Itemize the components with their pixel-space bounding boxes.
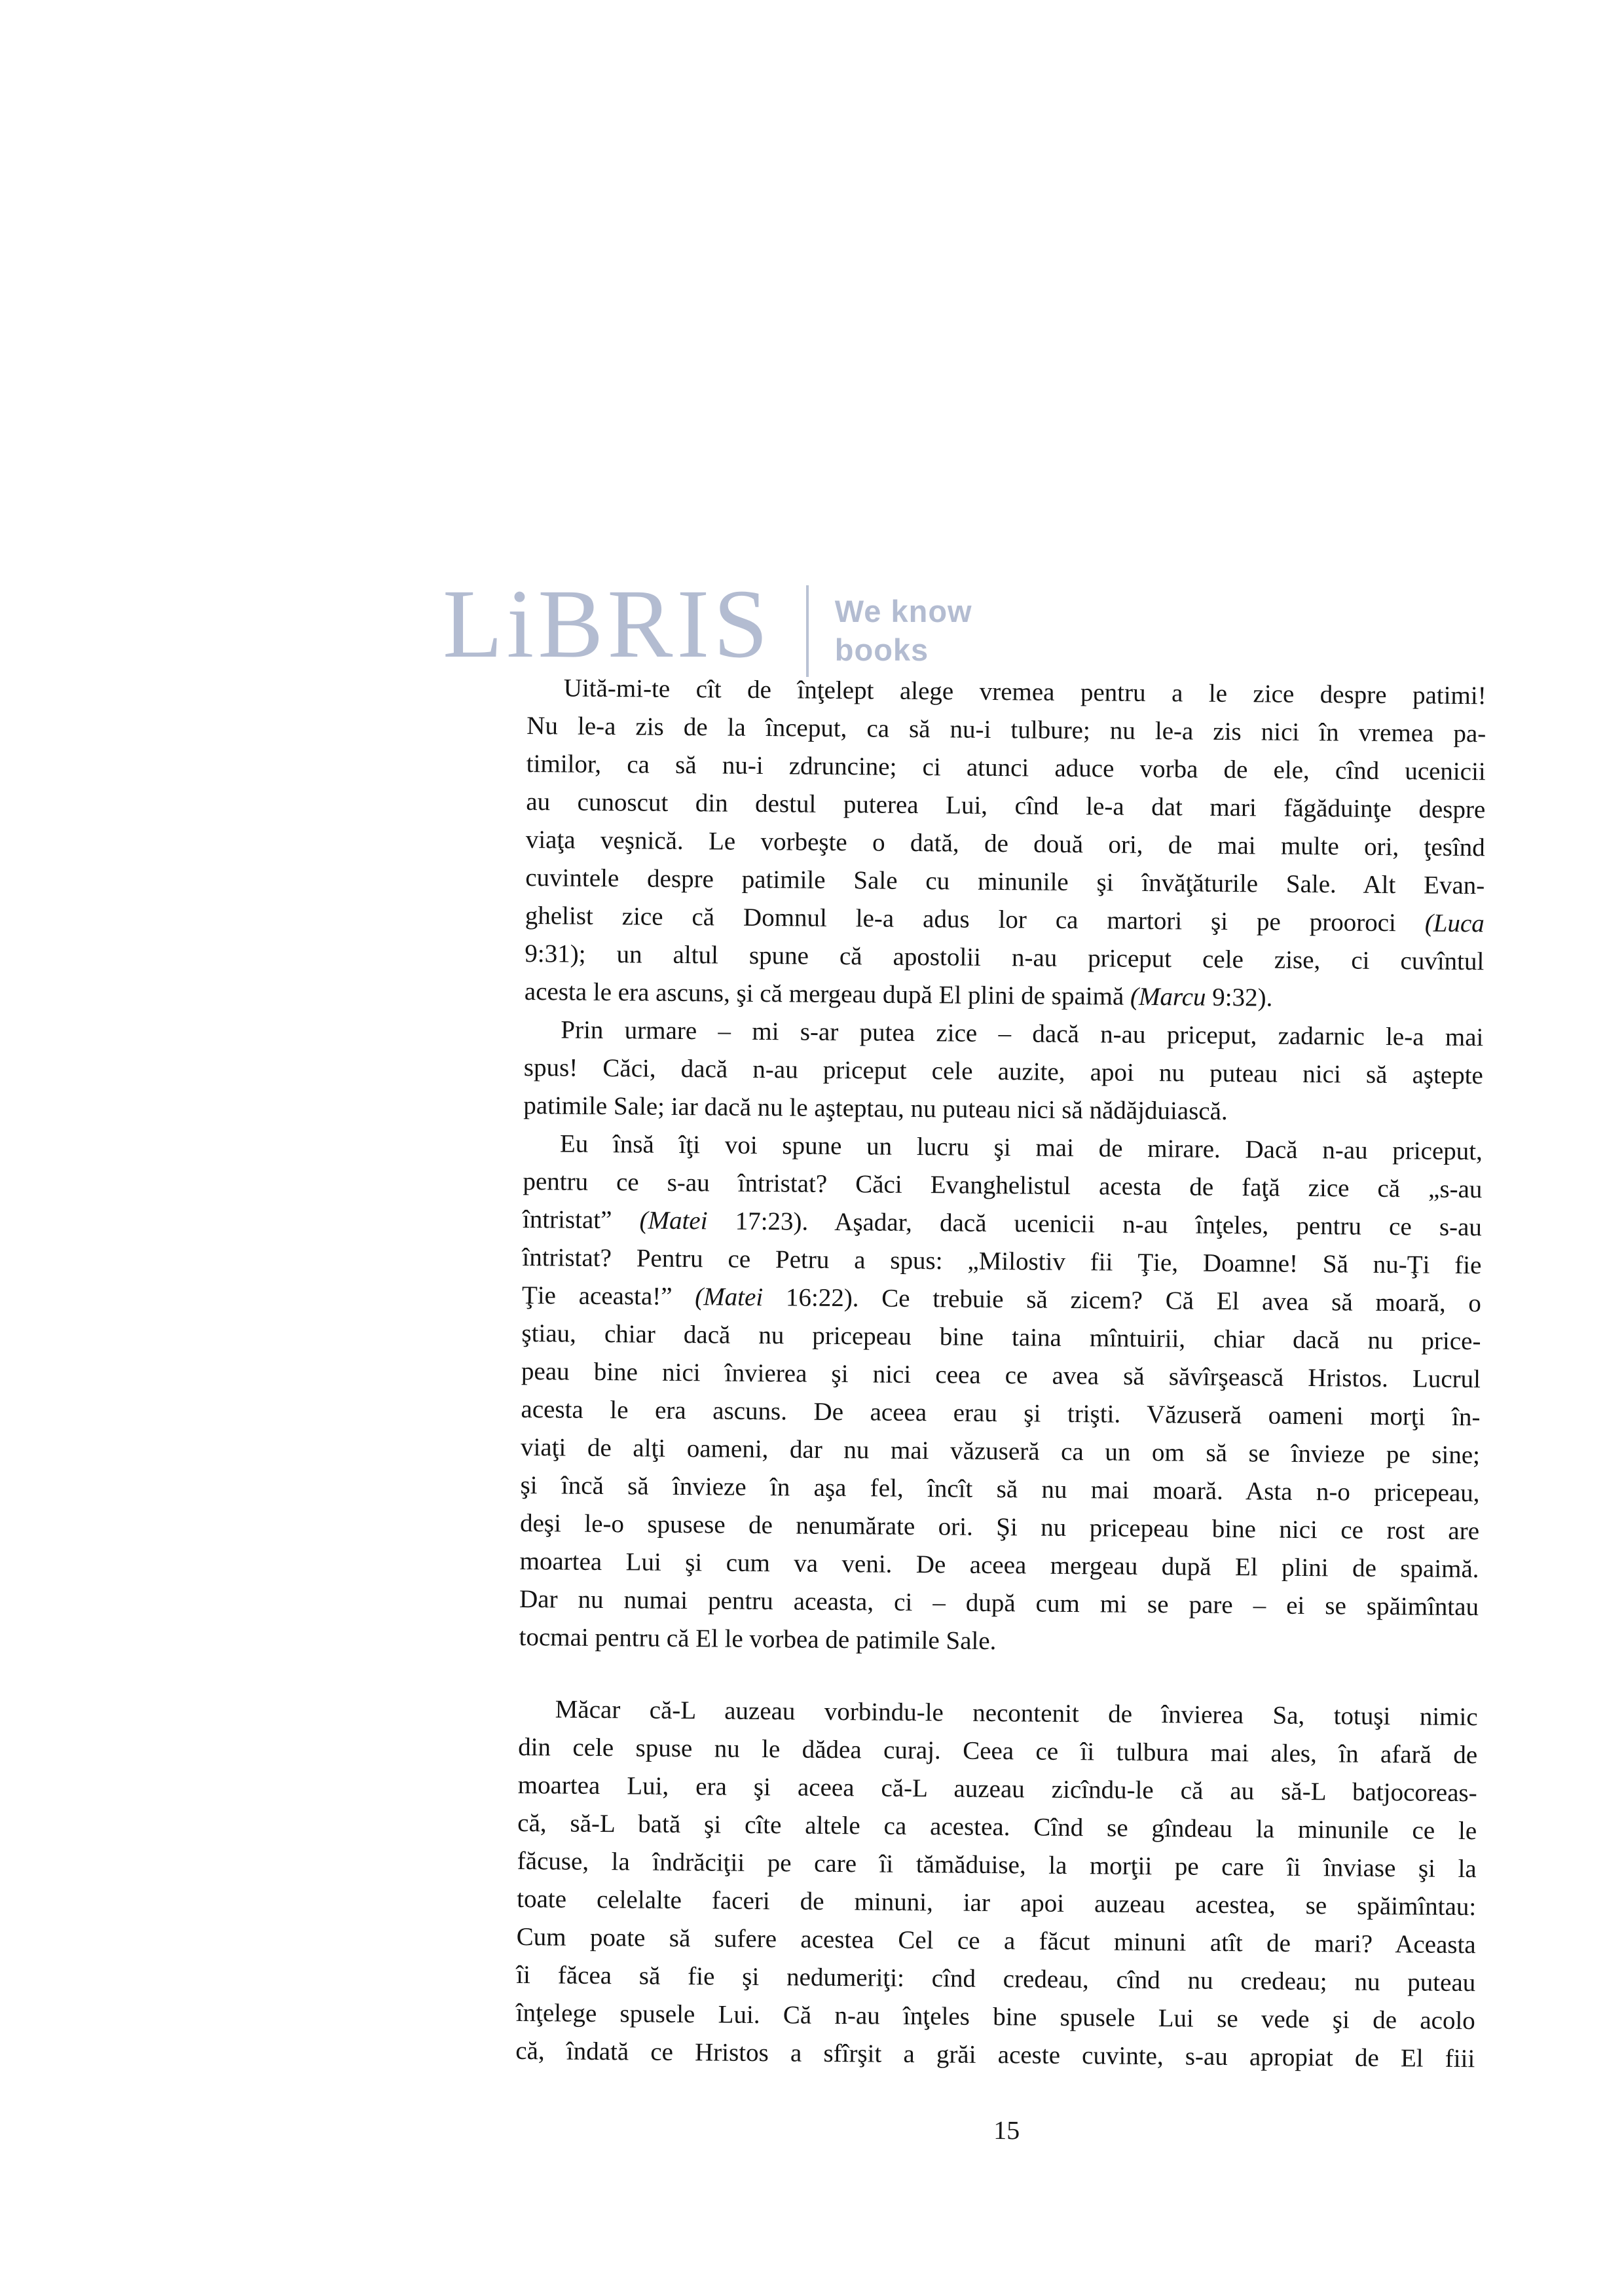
text-line: viaţa veşnică. Le vorbeşte o dată, de două ori, de mai multe ori, ţesînd <box>525 825 1485 862</box>
paragraph <box>523 1011 1483 1133</box>
text-line: viaţi de alţi oameni, dar nu mai văzuseră ca un om să se învieze pe sine; <box>520 1432 1481 1470</box>
tagline-line-2: books <box>834 632 929 667</box>
text-line: Uită-mi-te cît de înţelept alege vremea pentru a le zice despre patimi! <box>563 674 1486 710</box>
text-line: făcuse, la îndrăciţii pe care îi tămăduise, la morţii pe care îi înviase şi la <box>517 1846 1477 1884</box>
text-line: Măcar că-L auzeau vorbindu-le necontenit de învierea Sa, totuşi nimic <box>555 1695 1478 1732</box>
watermark-divider <box>806 585 809 677</box>
paragraph <box>525 669 1486 1019</box>
text-line: Nu le-a zis de la început, ca să nu-i tulbure; nu le-a zis nici în vremea pa- <box>526 711 1486 748</box>
text-line: îi făcea să fie şi nedumeriţi: cînd credeau, cînd nu credeau; nu puteau <box>516 1960 1476 1997</box>
paragraph <box>515 1690 1478 2078</box>
page-number: 15 <box>993 2115 1020 2145</box>
text-line: Cum poate să sufere acestea Cel ce a făcut minuni atît de mari? Aceasta <box>516 1922 1476 1959</box>
text-line: timilor, ca să nu-i zdruncine; ci atunci aduce vorba de ele, cînd ucenicii <box>526 749 1486 786</box>
text-line: că, să-L bată şi cîte altele ca acestea. Cînd se gîndeau la minunile ce le <box>517 1808 1477 1846</box>
text-line: întristat? Pentru ce Petru a spus: „Milostiv fii Ţie, Doamne! Să nu-Ţi fie <box>522 1243 1482 1280</box>
text-line: patimile Sale; iar dacă nu le aşteptau, nu puteau nici să nădăjduiască. <box>523 1091 1228 1125</box>
text-line: au cunoscut din destul puterea Lui, cînd le-a dat mari făgăduinţe despre <box>526 787 1486 824</box>
text-line: deşi le-o spusese de nenumărate ori. Şi nu pricepeau bine nici ce rost are <box>519 1508 1480 1546</box>
text-line: ştiau, chiar dacă nu pricepeau bine taina mîntuirii, chiar dacă nu price- <box>521 1319 1481 1356</box>
text-line: înţelege spusele Lui. Că n-au înţeles bine spusele Lui se vede şi de acolo <box>515 1998 1475 2035</box>
text-line: acesta le era ascuns, şi că mergeau după El plini de spaimă (Marcu 9:32). <box>524 977 1273 1012</box>
text-line: din cele spuse nu le dădea curaj. Ceea ce îi tulbura mai ales, în afară de <box>518 1732 1478 1770</box>
text-block <box>515 669 1486 2078</box>
paragraph <box>519 1125 1483 1664</box>
watermark-tagline <box>835 592 972 669</box>
text-line: toate celelalte faceri de minuni, iar apoi auzeau acestea, se spăimîntau: <box>517 1884 1477 1922</box>
text-line: moartea Lui şi cum va veni. De aceea mergeau după El plini de spaimă. <box>519 1546 1479 1584</box>
text-line: Dar nu numai pentru aceasta, ci – după cum mi se pare – ei se spăimîntau <box>519 1584 1479 1622</box>
text-line: spus! Căci, dacă n-au priceput cele auzite, apoi nu puteau nici să aştepte <box>523 1053 1484 1090</box>
text-line: moartea Lui, era şi aceea că-L auzeau zicîndu-le că au să-L batjocoreas- <box>517 1770 1477 1808</box>
text-line: cuvintele despre patimile Sale cu minunile şi învăţăturile Sale. Alt Evan- <box>525 863 1485 900</box>
text-line: acesta le era ascuns. De aceea erau şi trişti. Văzuseră oameni morţi în- <box>521 1394 1481 1432</box>
text-line: întristat” (Matei 17:23). Aşadar, dacă ucenicii n-au înţeles, pentru ce s-au <box>522 1205 1483 1242</box>
text-line: Eu însă îţi voi spune un lucru şi mai de mirare. Dacă n-au priceput, <box>559 1129 1483 1166</box>
text-line: pentru ce s-au întristat? Căci Evanghelistul acesta de faţă zice că „s-au <box>523 1167 1483 1204</box>
text-line: tocmai pentru că El le vorbea de patimile Sale. <box>519 1622 997 1656</box>
text-line: Ţie aceasta!” (Matei 16:22). Ce trebuie să zicem? Că El avea să moară, o <box>521 1281 1482 1318</box>
text-line: Prin urmare – mi s-ar putea zice – dacă n-au priceput, zadarnic le-a mai <box>561 1015 1484 1052</box>
text-line: ghelist zice că Domnul le-a adus lor ca martori şi pe prooroci (Luca <box>525 901 1485 938</box>
text-line: peau bine nici învierea şi nici ceea ce avea să săvîrşească Hristos. Lucrul <box>521 1357 1481 1394</box>
libris-logo-text: LiBRIS <box>443 570 772 678</box>
text-line: că, îndată ce Hristos a sfîrşit a grăi aceste cuvinte, s-au apropiat de El fiii <box>515 2036 1475 2073</box>
libris-watermark <box>443 570 972 678</box>
text-line: şi încă să învieze în aşa fel, încît să nu mai moară. Asta n-o pricepeau, <box>520 1470 1480 1508</box>
tagline-line-1: We know <box>834 594 972 629</box>
text-line: 9:31); un altul spune că apostolii n-au priceput cele zise, ci cuvîntul <box>525 939 1485 976</box>
